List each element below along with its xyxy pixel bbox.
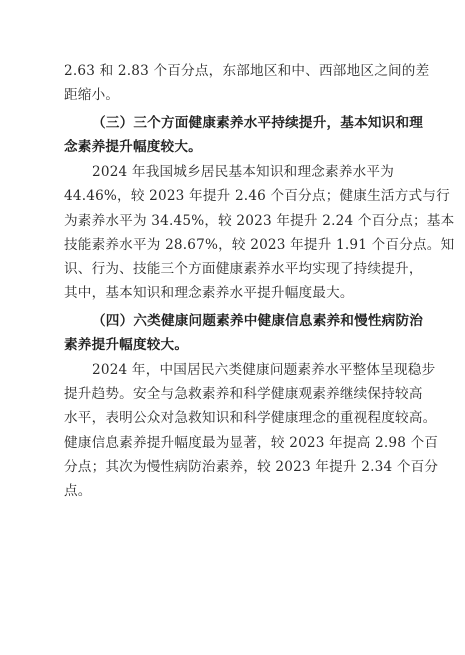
section-heading-line: 素养提升幅度较大。 bbox=[64, 337, 189, 353]
section-heading-line: 念素养提升幅度较大。 bbox=[64, 139, 202, 155]
paragraph-line: 2024 年我国城乡居民基本知识和理念素养水平为 bbox=[92, 164, 394, 180]
paragraph-line: 分点；其次为慢性病防治素养，较 2023 年提升 2.34 个百分 bbox=[64, 459, 439, 475]
section-heading-line: （三）三个方面健康素养水平持续提升，基本知识和理 bbox=[92, 115, 424, 131]
paragraph-line: 44.46%，较 2023 年提升 2.46 个百分点；健康生活方式与行 bbox=[64, 188, 450, 204]
paragraph-line: 点。 bbox=[64, 483, 92, 499]
paragraph-line: 技能素养水平为 28.67%，较 2023 年提升 1.91 个百分点。知 bbox=[64, 237, 455, 253]
paragraph-line: 水平，表明公众对急救知识和科学健康理念的重视程度较高。 bbox=[64, 410, 437, 426]
paragraph-line: 提升趋势。安全与急救素养和科学健康观素养继续保持较高 bbox=[64, 386, 423, 402]
paragraph-line: 2024 年，中国居民六类健康问题素养水平整体呈现稳步 bbox=[92, 362, 436, 378]
paragraph-line: 健康信息素养提升幅度最为显著，较 2023 年提高 2.98 个百 bbox=[64, 435, 439, 451]
section-heading-line: （四）六类健康问题素养中健康信息素养和慢性病防治 bbox=[92, 313, 424, 329]
paragraph-line: 识、行为、技能三个方面健康素养水平均实现了持续提升， bbox=[64, 261, 423, 277]
paragraph-line: 距缩小。 bbox=[64, 87, 120, 103]
paragraph-line: 2.63 和 2.83 个百分点，东部地区和中、西部地区之间的差 bbox=[64, 63, 430, 79]
paragraph-line: 其中，基本知识和理念素养水平提升幅度最大。 bbox=[64, 285, 354, 301]
paragraph-line: 为素养水平为 34.45%，较 2023 年提升 2.24 个百分点；基本 bbox=[64, 213, 455, 229]
